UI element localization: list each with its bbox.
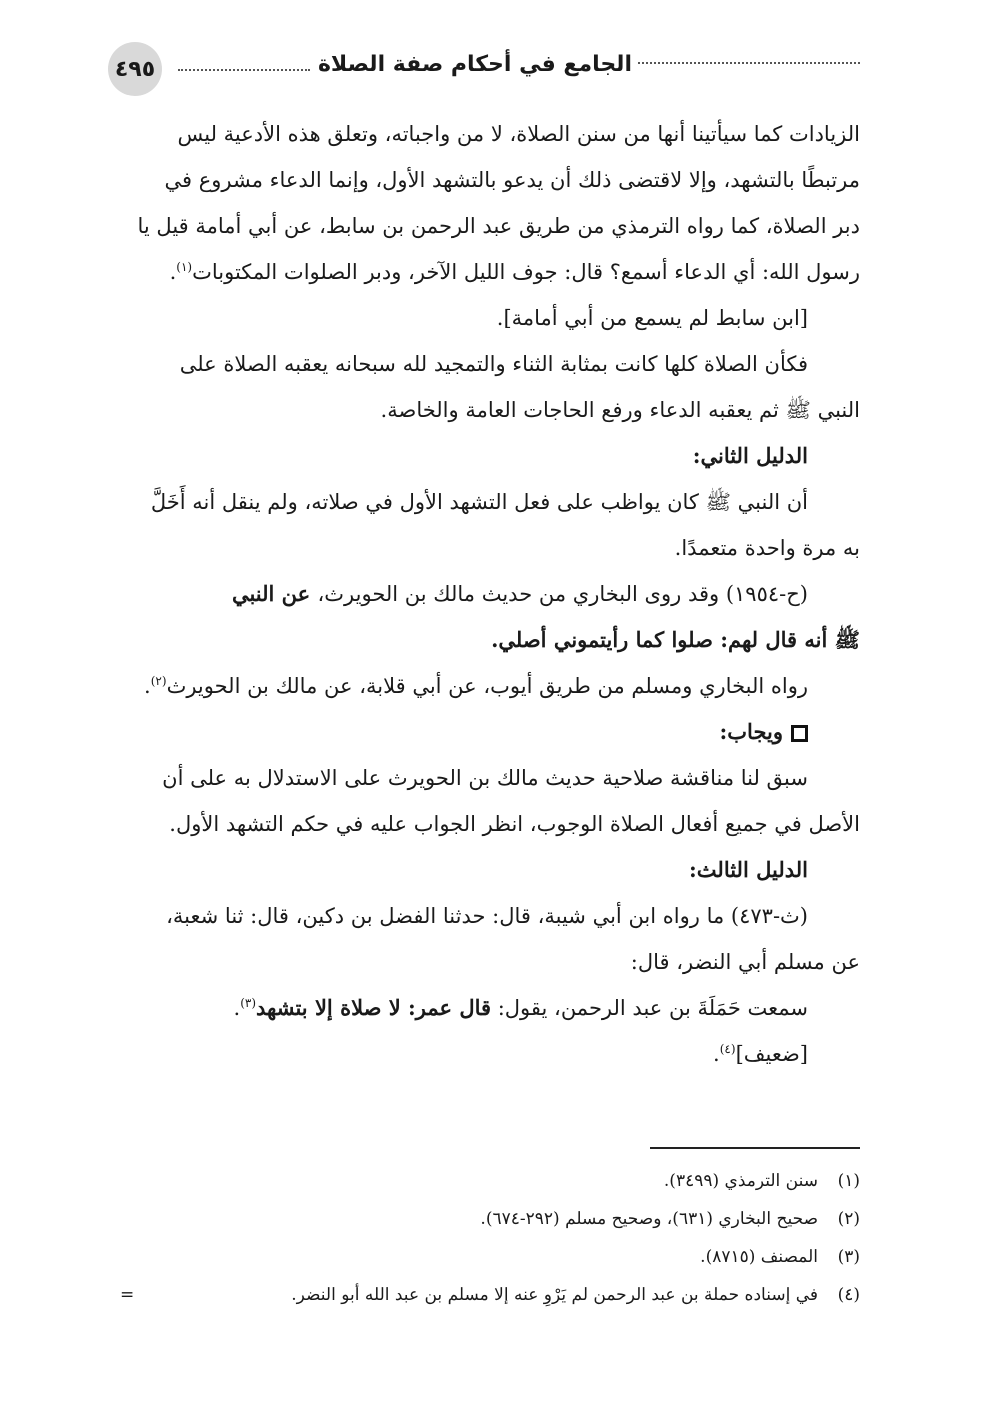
- paragraph-line: سبق لنا مناقشة صلاحية حديث مالك بن الحويرث على الاستدلال به على أن: [162, 766, 808, 790]
- page-header: [108, 42, 860, 98]
- paragraph-line: مرتبطًا بالتشهد، وإلا لاقتضى ذلك أن يدعو بالتشهد الأول، وإنما الدعاء مشروع في: [164, 168, 860, 192]
- footnote-ref: (١): [176, 260, 193, 274]
- line-end: .: [169, 260, 177, 284]
- answer-label: ويجاب:: [719, 719, 783, 744]
- section-heading: الدليل الثالث:: [689, 857, 808, 882]
- paragraph-line: به مرة واحدة متعمدًا.: [674, 536, 860, 560]
- section-heading: الدليل الثاني:: [692, 443, 808, 468]
- footnote-text: سنن الترمذي (٣٤٩٩).: [663, 1171, 818, 1191]
- page-body: [112, 111, 860, 1077]
- running-title: الجامع في أحكام صفة الصلاة: [317, 52, 632, 77]
- footnote: [112, 1162, 860, 1200]
- paragraph-line: دبر الصلاة، كما رواه الترمذي من طريق عبد الرحمن بن سابط، عن أبي أمامة قيل يا: [137, 214, 860, 238]
- page-number: ٤٩٥: [108, 42, 162, 96]
- footnote: [112, 1238, 860, 1276]
- footnote-number: (٣): [837, 1247, 860, 1267]
- hadith-text: ﷺ أنه قال لهم: صلوا كما رأيتموني أصلي.: [491, 627, 860, 652]
- line-text: رواه البخاري ومسلم من طريق أيوب، عن أبي قلابة، عن مالك بن الحويرث: [166, 674, 808, 698]
- header-dotted-rule: [638, 62, 860, 64]
- bold-text: عن النبي: [231, 581, 318, 606]
- paragraph-line: (ث-٤٧٣) ما رواه ابن أبي شيبة، قال: حدثنا الفضل بن دكين، قال: ثنا شعبة،: [166, 904, 808, 928]
- continuation-mark: =: [120, 1285, 135, 1305]
- line-text: سمعت حَمَلَةَ بن عبد الرحمن، يقول:: [491, 996, 808, 1020]
- paragraph-line: الزيادات كما سيأتينا أنها من سنن الصلاة، لا من واجباته، وتعلق هذه الأدعية ليس: [177, 122, 860, 146]
- paragraph-line: عن مسلم أبي النضر، قال:: [630, 950, 860, 974]
- line-end: .: [144, 674, 151, 698]
- line-text: رسول الله: أي الدعاء أسمع؟ قال: جوف الليل الآخر، ودبر الصلوات المكتوبات: [192, 260, 860, 284]
- checkbox-icon: [791, 725, 808, 742]
- paragraph-line: فكأن الصلاة كلها كانت بمثابة الثناء والتمجيد لله سبحانه يعقبه الصلاة على: [179, 352, 808, 376]
- line-text: (ح-١٩٥٤) وقد روى البخاري من حديث مالك بن الحويرث،: [317, 582, 808, 606]
- line-text: [ضعيف]: [735, 1042, 808, 1066]
- footnote: [112, 1276, 860, 1314]
- bold-text: قال عمر: لا صلاة إلا بتشهد: [256, 995, 492, 1020]
- paragraph-line: [112, 249, 860, 295]
- footnotes: [112, 1162, 860, 1314]
- footnote-text: في إسناده حملة بن عبد الرحمن لم يَرْوِ عنه إلا مسلم بن عبد الله أبو النضر.: [291, 1285, 818, 1305]
- grade-note: [112, 1031, 860, 1077]
- paragraph-line: [112, 663, 860, 709]
- header-dotted-rule: [178, 69, 310, 71]
- answer-heading: [112, 709, 860, 755]
- footnote-number: (٢): [837, 1209, 860, 1229]
- footnote-ref: (٤): [719, 1042, 736, 1056]
- grade-note: [ابن سابط لم يسمع من أبي أمامة].: [496, 306, 808, 330]
- footnote: [112, 1200, 860, 1238]
- line-end: .: [713, 1042, 720, 1066]
- line-end: .: [233, 996, 241, 1020]
- hadith-line: [112, 571, 860, 617]
- footnote-number: (١): [837, 1171, 860, 1191]
- athar-line: [112, 985, 860, 1031]
- paragraph-line: الأصل في جميع أفعال الصلاة الوجوب، انظر الجواب عليه في حكم التشهد الأول.: [169, 812, 860, 836]
- footnote-number: (٤): [837, 1285, 860, 1305]
- paragraph-line: النبي ﷺ ثم يعقبه الدعاء ورفع الحاجات العامة والخاصة.: [380, 398, 860, 422]
- footnote-ref: (٣): [240, 996, 257, 1010]
- footnote-ref: (٢): [150, 674, 167, 688]
- footnote-text: صحيح البخاري (٦٣١)، وصحيح مسلم (٢٩٢-٦٧٤).: [480, 1209, 818, 1229]
- paragraph-line: أن النبي ﷺ كان يواظب على فعل التشهد الأول في صلاته، ولم ينقل أنه أَخَلَّ: [150, 490, 808, 514]
- footnote-separator: [650, 1147, 860, 1149]
- footnote-text: المصنف (٨٧١٥).: [700, 1247, 818, 1267]
